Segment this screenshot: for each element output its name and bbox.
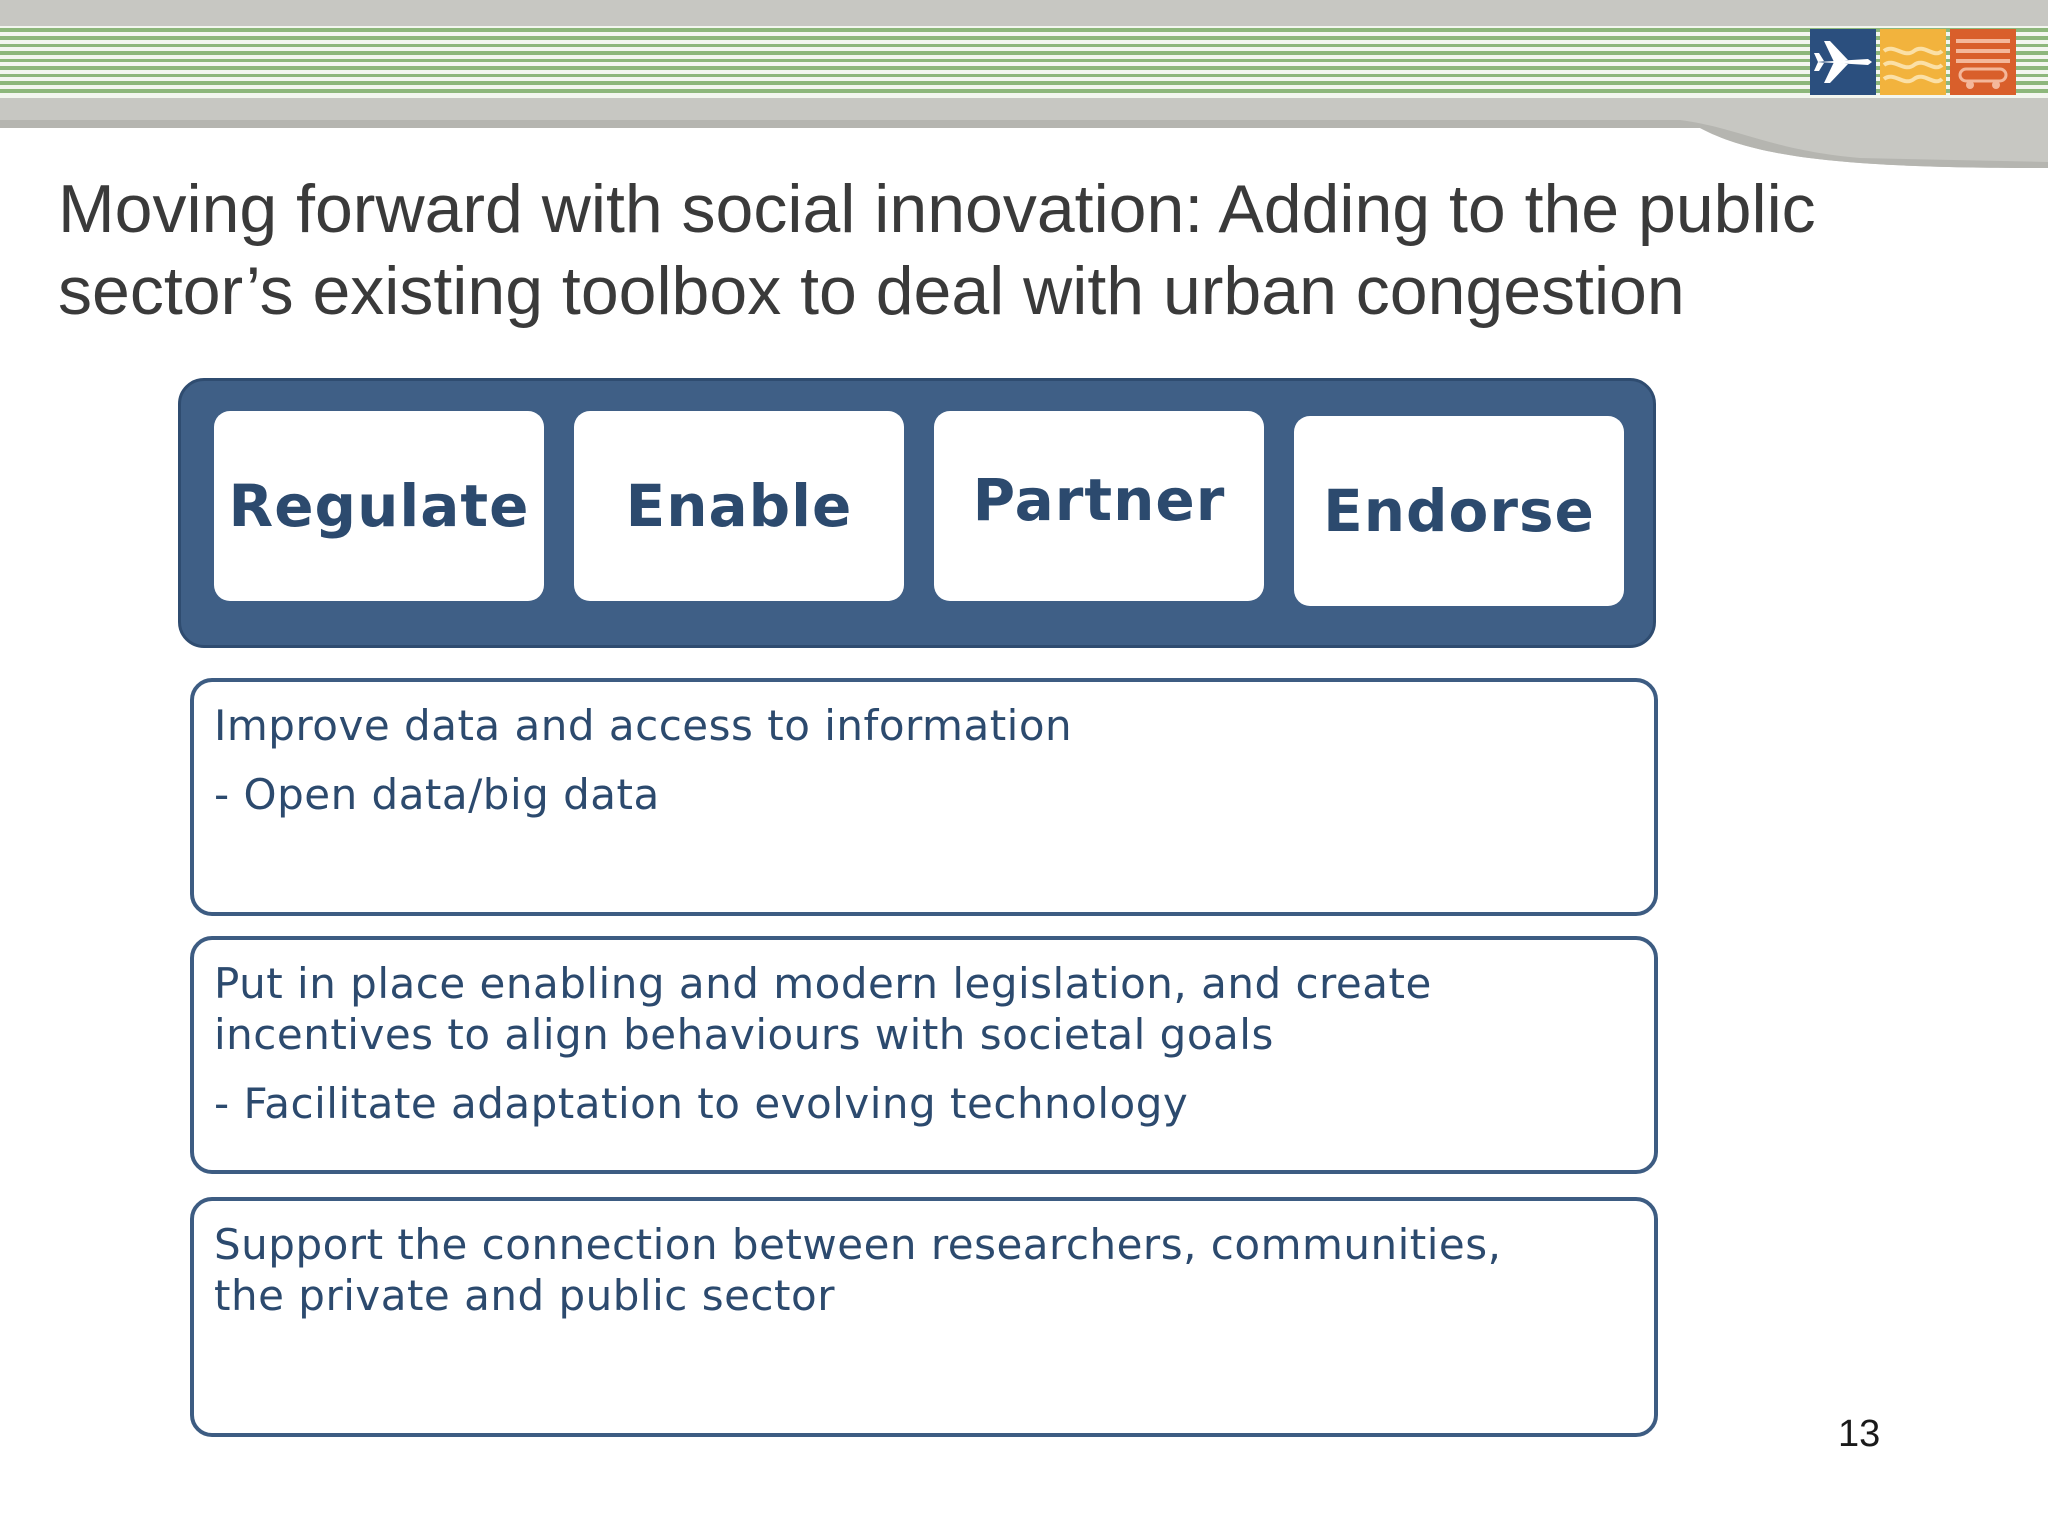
pillars-panel (178, 378, 1656, 648)
pillar-label: Partner (972, 466, 1226, 534)
box-main-text: Improve data and access to information (214, 701, 1073, 750)
header-band (0, 0, 2048, 170)
pillar-partner (934, 411, 1264, 601)
waves-icon (1880, 29, 1946, 95)
info-box-connection (190, 1197, 1658, 1437)
pillar-label: Endorse (1323, 477, 1595, 545)
pillar-endorse (1294, 416, 1624, 606)
pillar-label: Enable (625, 472, 853, 540)
header-graphic (0, 0, 2048, 170)
box-sub-text: - Facilitate adaptation to evolving technology (214, 1079, 1189, 1128)
pillar-label: Regulate (228, 472, 530, 540)
page-number: 13 (1838, 1413, 1881, 1455)
box-main-text: Put in place enabling and modern legislation, and create incentives to align behaviours with societal goals (214, 959, 1432, 1059)
rail-icon (1950, 29, 2016, 95)
pillar-regulate (214, 411, 544, 601)
info-box-data (190, 678, 1658, 916)
info-box-legislation (190, 936, 1658, 1174)
pillar-enable (574, 411, 904, 601)
slide-title: Moving forward with social innovation: Adding to the public sector’s existing toolbox to deal with urban congestion (58, 171, 1816, 329)
box-main-text: Support the connection between researchers, communities, the private and public sector (214, 1220, 1502, 1320)
box-sub-text: - Open data/big data (214, 770, 660, 819)
airplane-icon (1810, 29, 1876, 95)
